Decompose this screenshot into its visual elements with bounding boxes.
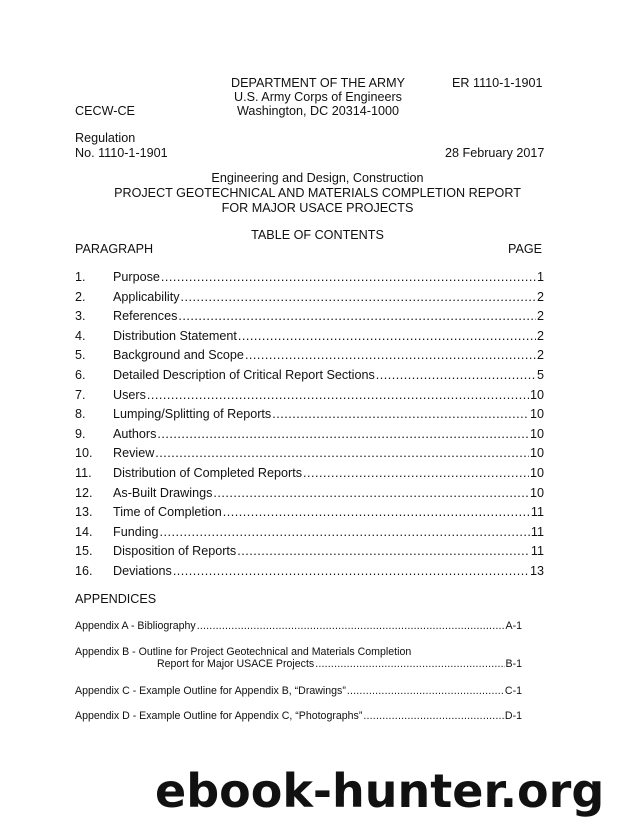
toc-title: As-Built Drawings xyxy=(113,485,213,500)
toc-page: 2 xyxy=(536,289,544,304)
toc-page: 10 xyxy=(529,426,544,441)
toc-title: Review xyxy=(113,446,155,461)
appendix-page: B-1 xyxy=(505,658,522,670)
toc-number: 7. xyxy=(75,387,86,402)
toc-number: 3. xyxy=(75,309,86,324)
toc-number: 6. xyxy=(75,368,86,382)
appendices-heading: APPENDICES xyxy=(75,592,157,606)
toc-leader xyxy=(181,290,536,305)
appendix-page: C-1 xyxy=(504,685,522,697)
toc-page: 1 xyxy=(536,270,544,284)
toc-row[interactable] xyxy=(75,388,544,403)
document-title-line2: FOR MAJOR USACE PROJECTS xyxy=(221,201,414,215)
toc-title: References xyxy=(113,309,178,324)
toc-page: 2 xyxy=(536,309,544,324)
toc-number: 1. xyxy=(75,270,86,284)
toc-page: 10 xyxy=(529,407,544,422)
toc-number: 8. xyxy=(75,407,86,422)
toc-number: 5. xyxy=(75,348,86,363)
toc-leader xyxy=(237,544,530,559)
toc-page: 11 xyxy=(530,524,544,539)
toc-page: 13 xyxy=(529,564,544,578)
regulation-label: Regulation xyxy=(75,131,136,145)
toc-row[interactable] xyxy=(75,290,544,305)
toc-title: Time of Completion xyxy=(113,505,222,520)
toc-row[interactable] xyxy=(75,329,544,344)
toc-leader xyxy=(363,709,504,723)
regulation-number: No. 1110-1-1901 xyxy=(75,146,168,160)
toc-leader xyxy=(272,407,529,422)
toc-title: Users xyxy=(113,387,146,402)
toc-leader xyxy=(197,619,505,633)
toc-number: 16. xyxy=(75,564,93,578)
toc-column-page: PAGE xyxy=(508,242,543,256)
toc-row[interactable] xyxy=(75,368,544,383)
toc-title: Applicability xyxy=(113,289,180,304)
toc-number: 2. xyxy=(75,289,86,304)
toc-leader xyxy=(155,446,529,461)
toc-title: Deviations xyxy=(113,564,172,578)
toc-column-paragraph: PARAGRAPH xyxy=(75,242,154,256)
toc-leader xyxy=(315,657,504,671)
toc-title: Authors xyxy=(113,426,157,441)
appendix-row[interactable] xyxy=(157,657,522,671)
toc-number: 11. xyxy=(75,466,92,480)
subject-line: Engineering and Design, Construction xyxy=(211,171,424,185)
watermark-text: ebook-hunter.org xyxy=(155,764,605,818)
document-title: PROJECT GEOTECHNICAL AND MATERIALS COMPLETION REPORT xyxy=(114,186,521,200)
er-number: ER 1110-1-1901 xyxy=(452,76,543,90)
appendix-title-cont: Report for Major USACE Projects xyxy=(157,658,315,670)
toc-row[interactable] xyxy=(75,348,544,363)
appendix-row[interactable] xyxy=(75,709,522,723)
toc-leader xyxy=(213,486,529,501)
toc-row[interactable] xyxy=(75,270,544,285)
document-date: 28 February 2017 xyxy=(445,146,545,160)
toc-title: Detailed Description of Critical Report Sections xyxy=(113,368,375,382)
toc-leader xyxy=(173,564,529,579)
toc-row[interactable] xyxy=(75,525,544,540)
toc-page: 10 xyxy=(529,485,544,500)
toc-page: 2 xyxy=(536,348,544,363)
toc-title: Funding xyxy=(113,524,159,539)
toc-page: 11 xyxy=(530,505,544,520)
appendix-title: Appendix A - Bibliography xyxy=(75,620,196,632)
toc-title: Disposition of Reports xyxy=(113,544,237,559)
toc-page: 10 xyxy=(529,446,544,461)
toc-number: 9. xyxy=(75,426,86,441)
toc-leader xyxy=(238,329,536,344)
appendix-row[interactable] xyxy=(75,684,522,698)
office-symbol: CECW-CE xyxy=(75,104,135,118)
toc-number: 4. xyxy=(75,328,86,343)
toc-leader xyxy=(178,309,536,324)
toc-leader xyxy=(157,427,529,442)
toc-title: Lumping/Splitting of Reports xyxy=(113,407,272,422)
city-address: Washington, DC 20314-1000 xyxy=(237,104,399,118)
toc-leader xyxy=(223,505,530,520)
corps-name: U.S. Army Corps of Engineers xyxy=(234,90,402,104)
toc-row[interactable] xyxy=(75,564,544,579)
toc-leader xyxy=(161,270,536,285)
toc-title: Distribution Statement xyxy=(113,328,237,343)
appendix-page: D-1 xyxy=(504,710,522,722)
appendix-page: A-1 xyxy=(505,620,522,632)
toc-row[interactable] xyxy=(75,309,544,324)
toc-heading: TABLE OF CONTENTS xyxy=(251,228,384,242)
appendix-title: Appendix D - Example Outline for Appendix C, “Photographs” xyxy=(75,710,363,722)
toc-leader xyxy=(245,348,536,363)
toc-page: 2 xyxy=(536,328,544,343)
toc-page: 11 xyxy=(530,544,544,559)
toc-title: Distribution of Completed Reports xyxy=(113,466,302,480)
appendix-row[interactable] xyxy=(75,619,522,633)
toc-number: 10. xyxy=(75,446,93,461)
toc-page: 5 xyxy=(536,368,544,382)
department-name: DEPARTMENT OF THE ARMY xyxy=(230,76,405,90)
appendix-title[interactable]: Appendix B - Outline for Project Geotechnical and Materials Completion xyxy=(75,646,412,658)
appendix-title: Appendix C - Example Outline for Appendix B, “Drawings” xyxy=(75,685,346,697)
toc-row[interactable] xyxy=(75,466,544,481)
toc-number: 13. xyxy=(75,505,93,520)
toc-leader xyxy=(347,684,504,698)
toc-leader xyxy=(376,368,536,383)
toc-title: Purpose xyxy=(113,270,160,284)
toc-row[interactable] xyxy=(75,486,544,501)
toc-leader xyxy=(160,525,530,540)
toc-row[interactable] xyxy=(75,407,544,422)
toc-row[interactable] xyxy=(75,446,544,461)
toc-page: 10 xyxy=(529,466,544,480)
toc-number: 15. xyxy=(75,544,93,559)
toc-row[interactable] xyxy=(75,544,544,559)
toc-leader xyxy=(303,466,529,481)
toc-title: Background and Scope xyxy=(113,348,244,363)
toc-number: 14. xyxy=(75,524,93,539)
toc-row[interactable] xyxy=(75,505,544,520)
toc-page: 10 xyxy=(529,387,544,402)
toc-leader xyxy=(147,388,529,403)
toc-row[interactable] xyxy=(75,427,544,442)
toc-number: 12. xyxy=(75,485,93,500)
